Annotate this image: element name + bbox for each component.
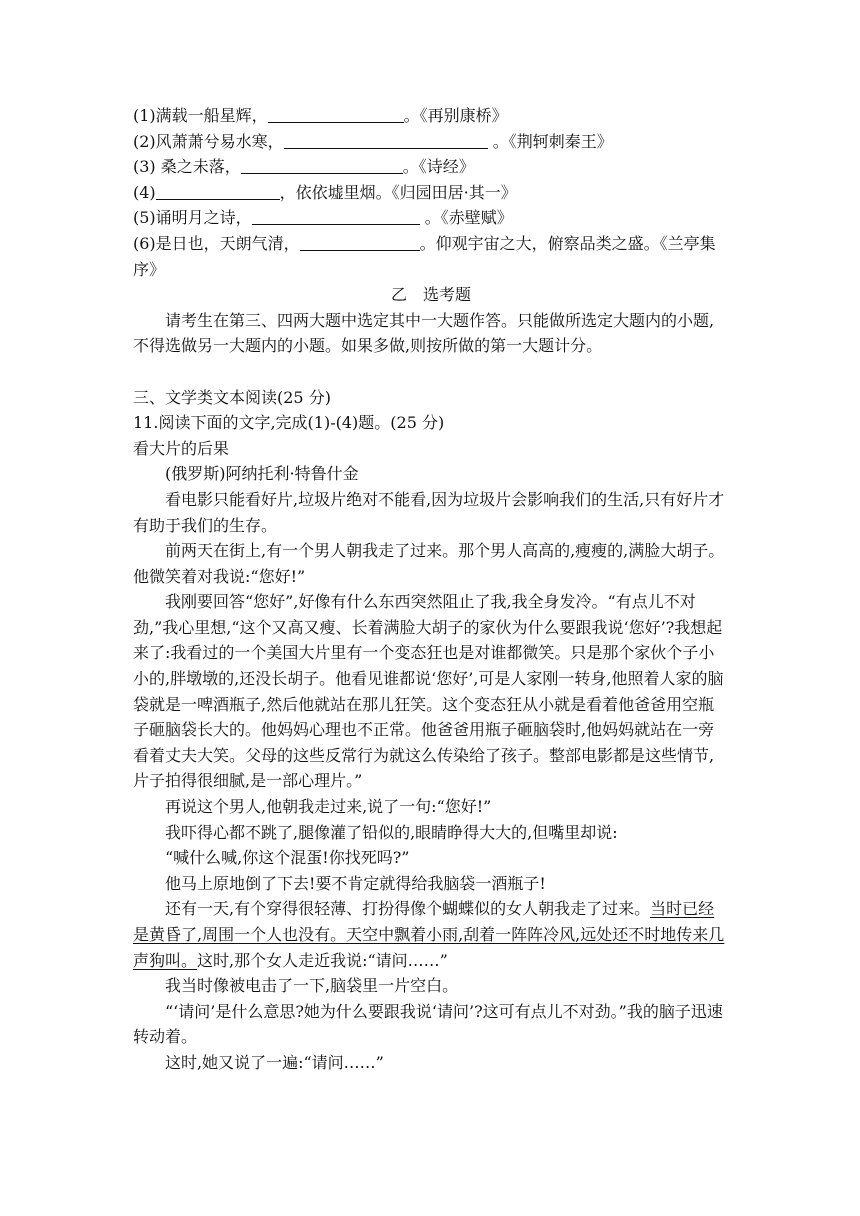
underlined-sentence: 当时已经是黄昏了,周围一个人也没有。天空中飘着小雨,刮着一阵阵冷风,远处还不时地传来几声狗叫。 [133,899,725,970]
fill-blank-4: (4) ，依依墟里烟。《归园田居·其一》 [133,182,517,202]
paragraph: 这时,她又说了一遍:“请问……” [165,1052,384,1072]
paragraph: 前两天在街上,有一个男人朝我走了过来。那个男人高高的,瘦瘦的,满脸大胡子。他微笑着对我说:“您好!” [133,541,725,586]
paragraph: 看电影只能看好片,垃圾片绝对不能看,因为垃圾片会影响我们的生活,只有好片才有助于我们的生存。 [133,489,725,535]
paragraph: 他马上原地倒了下去!要不肯定就得给我脑袋一酒瓶子! [165,873,546,893]
paragraph: 再说这个男人,他朝我走过来,说了一句:“您好!” [165,797,492,817]
answer-blank[interactable] [268,106,404,123]
answer-blank[interactable] [241,157,403,174]
spacer [133,359,729,385]
fill-blank-6: (6)是日也，天朗气清， 。仰观宇宙之大，俯察品类之盛。《兰亭集序》 [133,233,716,279]
fill-blank-2: (2)风萧萧兮易水寒， 。《荆轲刺秦王》 [133,131,613,151]
answer-blank[interactable] [284,132,488,149]
paragraph-with-underline: 还有一天,有个穿得很轻薄、打扮得像个蝴蝶似的女人朝我走了过来。当时已经是黄昏了,周围一个人也没有。天空中飘着小雨,刮着一阵阵冷风,远处还不时地传来几声狗叫。这时,那个女人走近我说:“请问……” [133,899,725,970]
paragraph: “‘请问’是什么意思?她为什么要跟我说‘请问’?这可有点儿不对劲。”我的脑子迅速转动着。 [133,1001,723,1047]
question-11: 11.阅读下面的文字,完成(1)-(4)题。(25 分) [133,413,445,433]
paragraph: 我当时像被电击了一下,脑袋里一片空白。 [165,976,459,996]
exam-page [133,103,729,1076]
paragraph: “喊什么喊,你这个混蛋!你找死吗?” [165,848,410,868]
instruction-paragraph: 请考生在第三、四两大题中选定其中一大题作答。只能做所选定大题内的小题,不得选做另一大题内的小题。如果多做,则按所做的第一大题计分。 [133,310,715,356]
answer-blank[interactable] [156,183,280,200]
fill-blank-5: (5)诵明月之诗， 。《赤壁赋》 [133,208,513,228]
answer-blank[interactable] [300,234,420,251]
paragraph: 我刚要回答“您好”,好像有什么东西突然阻止了我,我全身发冷。“有点儿不对劲,”我心里想,“这个又高又瘦、长着满脸大胡子的家伙为什么要跟我说‘您好’?我想起来了:我看过的一个美国大片里有一个变态狂也是对谁都微笑。只是那个家伙个子小小的,胖墩墩的,还没长胡子。他看见谁都说‘您好’,可是人家刚一转身,他照着人家的脑袋就是一啤酒瓶子,然后他就站在那儿狂笑。这个变态狂从小就是看着他爸爸用空瓶子砸脑袋长大的。他妈妈心理也不正常。他爸爸用瓶子砸脑袋时,他妈妈就站在一旁看着丈夫大笑。父母的这些反常行为就这么传染给了孩子。整部电影都是这些情节,片子拍得很细腻,是一部心理片。” [133,592,724,791]
story-author: (俄罗斯)阿纳托利·特鲁什金 [165,464,359,484]
part3-heading: 三、文学类文本阅读(25 分) [133,387,331,407]
fill-blank-3: (3) 桑之未落， 。《诗经》 [133,157,475,177]
paragraph: 我吓得心都不跳了,腿像灌了铅似的,眼睛睁得大大的,但嘴里却说: [165,822,618,842]
fill-blank-1: (1)满载一船星辉， 。《再别康桥》 [133,106,508,125]
answer-blank[interactable] [252,208,420,225]
section-title: 乙 选考题 [390,285,471,305]
story-title: 看大片的后果 [133,438,230,458]
